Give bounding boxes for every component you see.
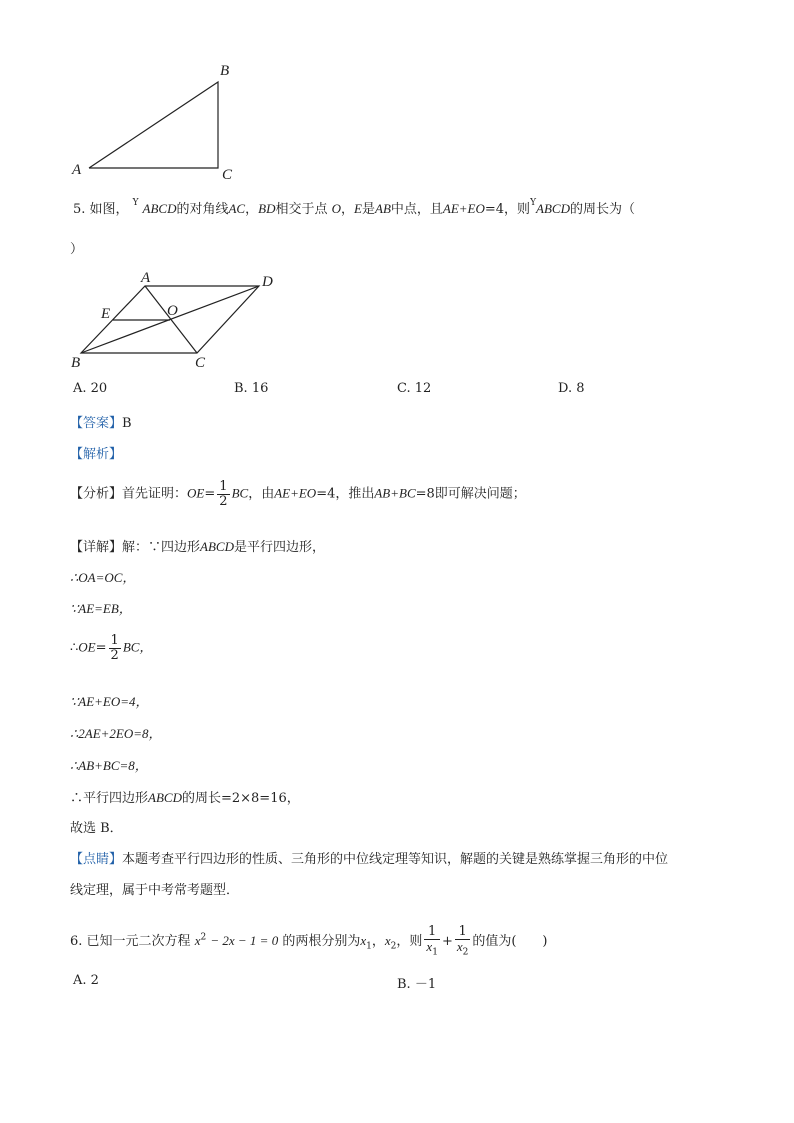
- step3-fraction: [109, 634, 121, 662]
- q6-number: 6.: [70, 933, 83, 949]
- q5-option-a: A. 20: [73, 381, 108, 396]
- q5-t4: ，: [245, 202, 259, 217]
- q5-stem: [73, 198, 635, 217]
- step3-pre: ∴: [70, 640, 79, 656]
- step3-eq: =: [95, 640, 107, 656]
- parallelogram-glyph-2: Y: [530, 198, 537, 208]
- q6-f2-den-x: x: [456, 938, 463, 954]
- q5-abcd: ABCD: [142, 201, 177, 216]
- step-4: ∵AE+EO=4，: [70, 694, 149, 709]
- q6-x1-sub: 1: [366, 941, 372, 952]
- perim-1: ∴平行四边形: [70, 791, 149, 806]
- para-label-a: A: [141, 270, 151, 286]
- q5-aeeo: AE+EO: [442, 201, 485, 216]
- analysis-tag: 【解析】: [70, 447, 123, 462]
- dianjing-1: 本题考查平行四边形的性质、三角形的中位线定理等知识，解题的关键是熟练掌握三角形的中位: [122, 852, 669, 867]
- q6-f2-den: [455, 940, 471, 958]
- q5-t10: 是: [361, 202, 375, 217]
- answer-tag: 【答案】: [70, 416, 123, 431]
- fenxi-1: 首先证明：: [122, 486, 188, 502]
- q5-t8: ，: [341, 202, 355, 217]
- q5-stem-line2: ）: [70, 242, 84, 257]
- para-label-o: O: [167, 303, 178, 319]
- q5-t16: 的周长为（: [569, 202, 635, 217]
- q6-text-3: ，则: [396, 933, 423, 949]
- detail-abcd: ABCD: [200, 539, 234, 554]
- q6-eq-sup: 2: [200, 932, 207, 943]
- fenxi-tag: 【分析】: [70, 486, 123, 502]
- q6-eq-rest: − 2x − 1 = 0: [210, 932, 279, 948]
- q5-t14: =4，则: [484, 202, 531, 217]
- q5-bd: BD: [258, 201, 276, 216]
- step-5: ∴2AE+2EO=8，: [70, 726, 162, 741]
- triangle-label-b: B: [220, 63, 230, 79]
- q5-o: O: [331, 201, 342, 216]
- conclusion: 故选 B．: [70, 821, 123, 836]
- fraction-half: [217, 480, 229, 508]
- fenxi-2: ，由: [248, 486, 275, 502]
- fenxi-6: =8即可解决问题；: [415, 486, 526, 502]
- q6-f1-den-sub: 1: [432, 947, 438, 958]
- dianjing-line-2: 线定理，属于中考常考题型．: [70, 883, 240, 898]
- fenxi-bc: BC: [231, 485, 249, 501]
- q6-option-b: B. －1: [397, 977, 437, 992]
- fenxi-4: =4，推出: [316, 486, 375, 502]
- parallelogram-figure: [65, 268, 285, 373]
- dianjing-line-1: [70, 848, 668, 867]
- fenxi-3: AE+EO: [274, 485, 317, 501]
- step-6: ∴AB+BC=8，: [70, 758, 148, 773]
- frac-num: 1: [219, 479, 228, 494]
- q6-x1: x: [360, 932, 367, 948]
- detail-line: [70, 536, 325, 555]
- answer-value: B: [122, 416, 132, 431]
- q6-comma: ，: [371, 933, 385, 949]
- para-label-b: B: [71, 355, 81, 371]
- q5-t6: 相交于点: [275, 202, 328, 217]
- q5-ab: AB: [375, 201, 391, 216]
- q6-option-a: A. 2: [73, 973, 99, 988]
- q5-option-d: D. 8: [558, 381, 585, 396]
- triangle-label-c: C: [222, 167, 233, 183]
- perim-2: 的周长=2×8=16，: [181, 791, 300, 806]
- q5-text-pre: 如图，: [89, 202, 129, 217]
- step-2: ∵AE=EB，: [70, 601, 132, 616]
- q6-f2-den-sub: 2: [462, 947, 469, 958]
- step-perimeter: [70, 787, 300, 806]
- triangle-figure: [60, 55, 260, 190]
- q6-text-1: 已知一元二次方程: [86, 933, 191, 949]
- step3-frac-num: 1: [110, 633, 119, 648]
- fenxi-oe: OE: [187, 485, 205, 501]
- para-label-e: E: [101, 306, 111, 322]
- para-label-c: C: [195, 355, 206, 371]
- fenxi-5: AB+BC: [374, 485, 416, 501]
- q5-abcd-2: ABCD: [536, 201, 570, 216]
- q6-x2-sub: 2: [390, 941, 397, 952]
- q6-f1-num: 1: [424, 925, 440, 940]
- q5-option-c: C. 12: [397, 381, 432, 396]
- detail-1: 解：∵四边形: [122, 540, 201, 555]
- q6-plus: +: [441, 933, 453, 949]
- q6-frac-1: [424, 925, 440, 958]
- q5-number: 5.: [73, 202, 86, 217]
- frac-den: 2: [219, 493, 228, 509]
- triangle-lines: [89, 82, 218, 168]
- q5-e: E: [354, 201, 362, 216]
- perim-abcd: ABCD: [148, 790, 182, 805]
- parallelogram-glyph: Y: [132, 198, 139, 208]
- q6-text-2: 的两根分别为: [282, 933, 361, 949]
- answer-line: [70, 412, 132, 431]
- q6-text-4: 的值为( ): [472, 933, 548, 949]
- q6-f2-num: 1: [455, 925, 471, 940]
- q6-f1-den: [424, 940, 440, 958]
- q5-t12: 中点，且: [390, 202, 443, 217]
- fenxi-line: [70, 480, 526, 508]
- q6-frac-2: [455, 925, 471, 958]
- step-1: ∴OA=OC，: [70, 570, 136, 585]
- detail-2: 是平行四边形，: [233, 540, 325, 555]
- dianjing-tag: 【点睛】: [70, 852, 123, 867]
- q6-eq-x: x: [194, 932, 201, 948]
- step3-oe: OE: [78, 639, 96, 655]
- q6-f1-den-x: x: [426, 938, 433, 954]
- para-label-d: D: [262, 274, 273, 290]
- q6-x2: x: [384, 932, 391, 948]
- triangle-label-a: A: [72, 162, 82, 178]
- q5-option-b: B. 16: [234, 381, 269, 396]
- q5-t2: 的对角线: [176, 202, 229, 217]
- q5-ac: AC: [228, 201, 246, 216]
- fenxi-eq: =: [204, 486, 216, 502]
- step-3: [70, 634, 152, 662]
- detail-tag: 【详解】: [70, 540, 123, 555]
- q6-stem: [70, 925, 548, 958]
- step3-frac-den: 2: [110, 647, 119, 663]
- step3-bc: BC，: [122, 639, 153, 655]
